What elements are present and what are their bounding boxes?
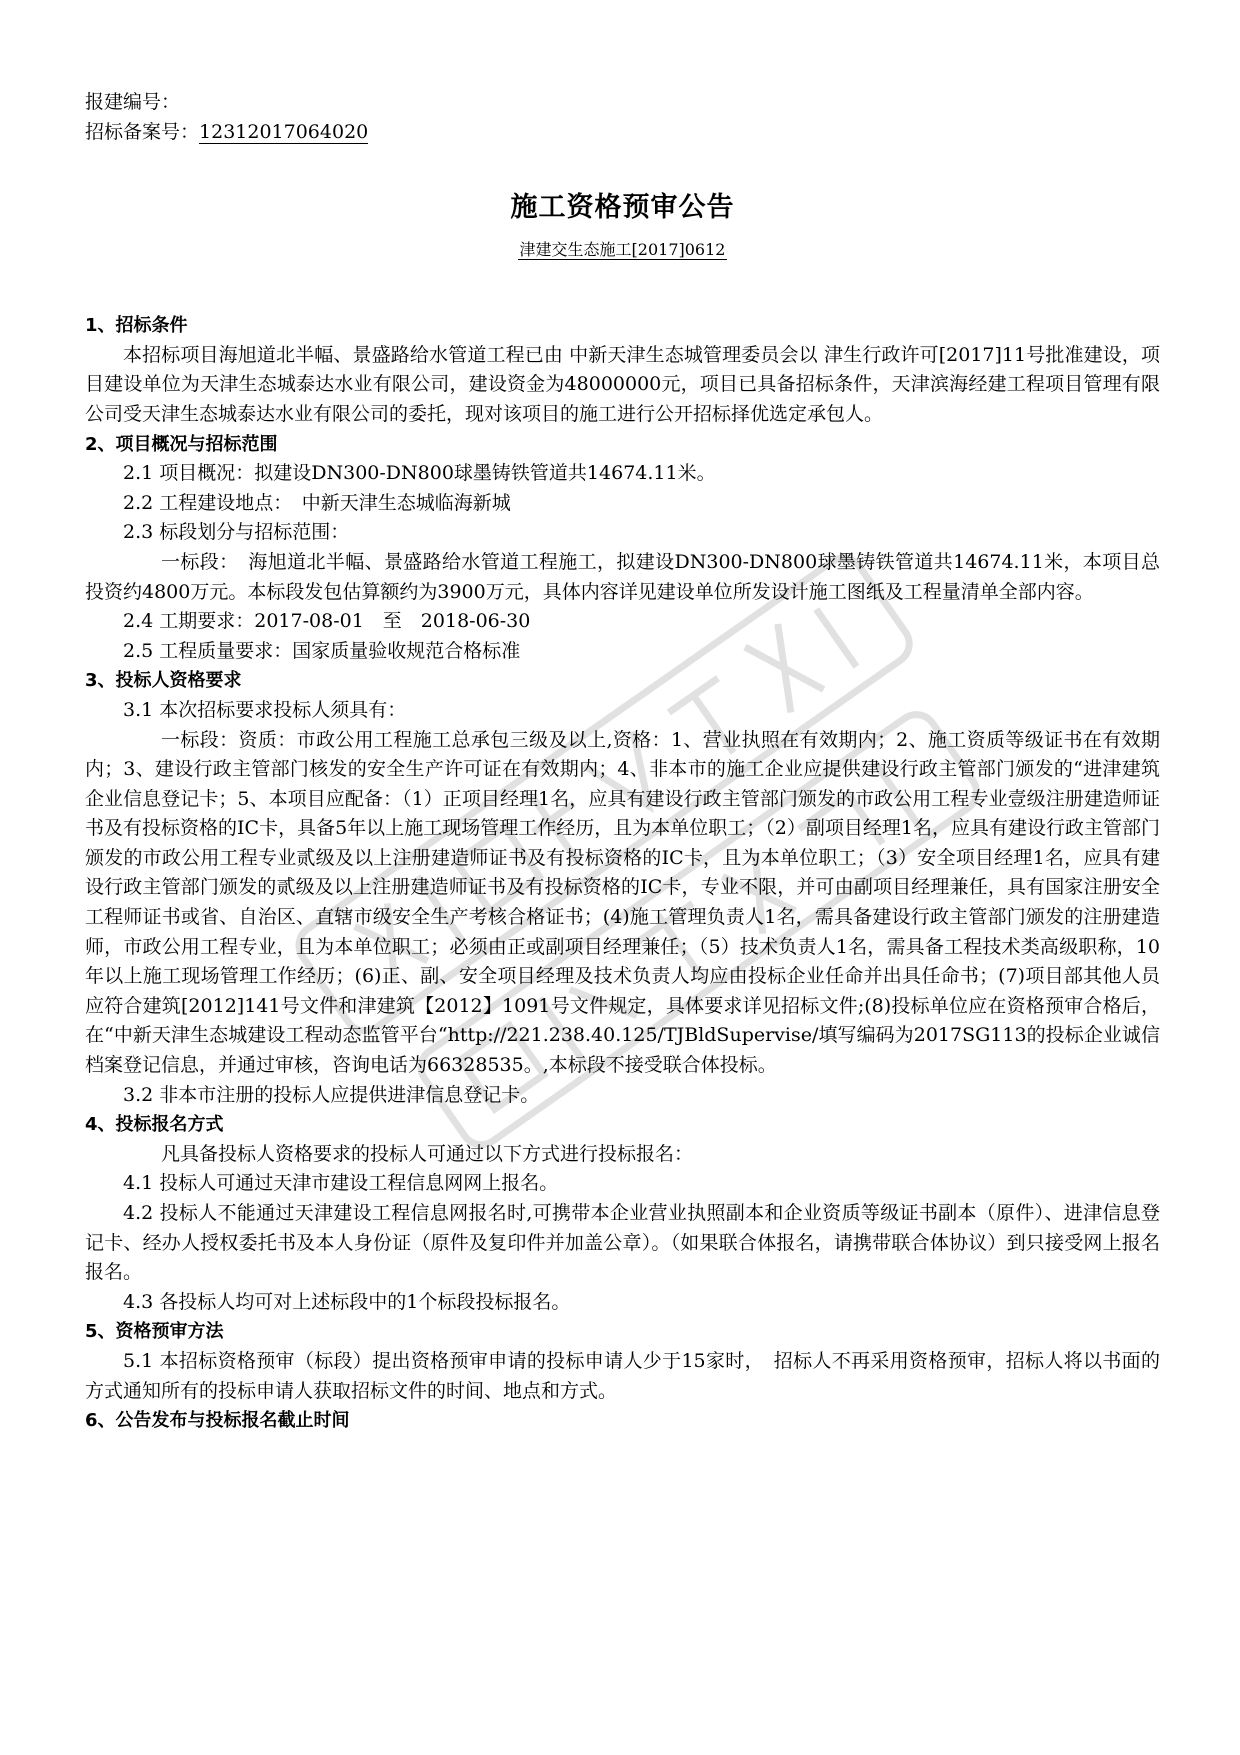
section-paragraph: 4.3 各投标人均可对上述标段中的1个标段投标报名。 <box>123 1290 571 1313</box>
document-content <box>85 88 1160 1436</box>
section-paragraph: 2.5 工程质量要求：国家质量验收规范合格标准 <box>123 639 521 662</box>
section-paragraph: 2.2 工程建设地点： 中新天津生态城临海新城 <box>123 491 511 514</box>
tender-record-value: 12312017064020 <box>199 120 369 143</box>
section-paragraph: 5.1 本招标资格预审（标段）提出资格预审申请的投标申请人少于15家时， 招标人不再采用资格预审，招标人将以书面的方式通知所有的投标申请人获取招标文件的时间、地点和方式。 <box>85 1349 1160 1402</box>
section-paragraph: 一标段： 海旭道北半幅、景盛路给水管道工程施工，拟建设DN300-DN800球墨铸铁管道共14674.11米，本项目总投资约4800万元。本标段发包估算额约为3900万元，具体内容详见建设单位所发设计施工图纸及工程量清单全部内容。 <box>85 550 1160 603</box>
section-paragraph: 2.3 标段划分与招标范围： <box>123 521 350 544</box>
section-heading: 2、项目概况与招标范围 <box>85 433 278 455</box>
section-heading: 6、公告发布与投标报名截止时间 <box>85 1410 350 1432</box>
report-number-line <box>85 88 1160 118</box>
section-paragraph: 4.1 投标人可通过天津市建设工程信息网网上报名。 <box>123 1172 559 1195</box>
document-number <box>85 239 1160 261</box>
section-paragraph: 2.4 工期要求：2017-08-01 至 2018-06-30 <box>123 610 531 633</box>
section-paragraph: 3.1 本次招标要求投标人须具有： <box>123 698 407 721</box>
section-paragraph: 4.2 投标人不能通过天津建设工程信息网报名时,可携带本企业营业执照副本和企业资质等级证书副本（原件）、进津信息登记卡、经办人授权委托书及本人身份证（原件及复印件并加盖公章）。（如果联合体报名，请携带联合体协议）到只接受网上报名报名。 <box>85 1202 1160 1284</box>
section-paragraph: 3.2 非本市注册的投标人应提供进津信息登记卡。 <box>123 1083 540 1106</box>
tender-record-label: 招标备案号： <box>85 120 200 143</box>
section-heading: 4、投标报名方式 <box>85 1114 224 1136</box>
section-heading: 3、投标人资格要求 <box>85 670 242 692</box>
section-paragraph: 凡具备投标人资格要求的投标人可通过以下方式进行投标报名： <box>161 1142 694 1165</box>
report-number-label: 报建编号： <box>85 91 181 113</box>
section-heading: 5、资格预审方法 <box>85 1321 224 1343</box>
section-paragraph: 一标段：资质：市政公用工程施工总承包三级及以上,资格：1、营业执照在有效期内；2、施工资质等级证书在有效期内；3、建设行政主管部门核发的安全生产许可证在有效期内；4、非本市的施工企业应提供建设行政主管部门颁发的“进津建筑企业信息登记卡；5、本项目应配备：（1）正项目经理1名，应具有建设行政主管部门颁发的市政公用工程专业壹级注册建造师证书及有投标资格的IC卡，具备5年以上施工现场管理工作经历，且为本单位职工；（2）副项目经理1名，应具有建设行政主管部门颁发的市政公用工程专业贰级及以上注册建造师证书及有投标资格的IC卡，且为本单位职工；（3）安全项目经理1名，应具有建设行政主管部门颁发的贰级及以上注册建造师证书及有投标资格的IC卡，专业不限，并可由副项目经理兼任，具有国家注册安全工程师证书或省、自治区、直辖市级安全生产考核合格证书；(4)施工管理负责人1名，需具备建设行政主管部门颁发的注册建造师，市政公用工程专业，且为本单位职工；必须由正或副项目经理兼任；（5）技术负责人1名，需具备工程技术类高级职称，10年以上施工现场管理工作经历；(6)正、副、安全项目经理及技术负责人均应由投标企业任命并出具任命书；(7)项目部其他人员应符合建筑[2012]141号文件和津建筑【2012】1091号文件规定，具体要求详见招标文件;(8)投标单位应在资格预审合格后，在“中新天津生态城建设工程动态监管平台“http://221.238.40.125/TJBldSupervise/填写编码为2017SG113的投标企业诚信档案登记信息，并通过审核，咨询电话为66328535。,本标段不接受联合体投标。 <box>85 728 1160 1077</box>
section-heading: 1、招标条件 <box>85 315 188 337</box>
sections <box>85 311 1160 1436</box>
section-paragraph: 2.1 项目概况：拟建设DN300-DN800球墨铸铁管道共14674.11米。 <box>123 462 716 485</box>
tender-record-line <box>85 118 1160 148</box>
document-number-text: 津建交生态施工[2017]0612 <box>519 240 726 260</box>
section-paragraph: 本招标项目海旭道北半幅、景盛路给水管道工程已由 中新天津生态城管理委员会以 津生行政许可[2017]11号批准建设，项目建设单位为天津生态城泰达水业有限公司，建设资金为48000000元，项目已具备招标条件，天津滨海经建工程项目管理有限公司受天津生态城泰达水业有限公司的委托，现对该项目的施工进行公开招标择优选定承包人。 <box>85 343 1160 425</box>
page-title: 施工资格预审公告 <box>510 192 735 224</box>
